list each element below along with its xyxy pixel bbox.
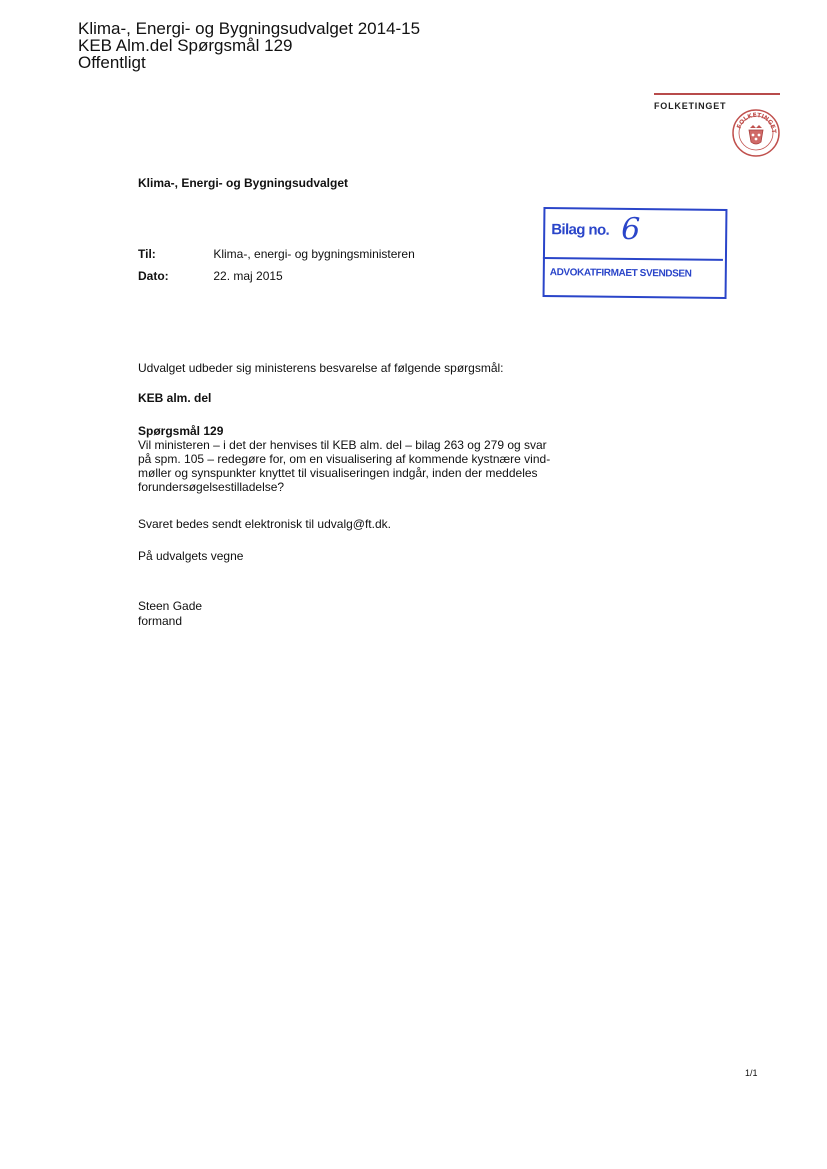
letterhead-rule: [654, 93, 780, 95]
date-label: Dato:: [138, 269, 169, 283]
question-line: forundersøgelsestilladelse?: [138, 480, 285, 494]
page-number: 1/1: [745, 1068, 758, 1078]
reply-instruction: Svaret bedes sendt elektronisk til udvalg@ft.dk.: [138, 517, 391, 531]
on-behalf-text: På udvalgets vegne: [138, 549, 244, 563]
letterhead-institution: FOLKETINGET: [654, 101, 727, 111]
signer-name: Steen Gade: [138, 599, 203, 613]
exhibit-stamp: [543, 207, 728, 299]
recipient-value: Klima-, energi- og bygningsministeren: [213, 247, 415, 261]
recipient-label: Til:: [138, 247, 156, 261]
recipient-row: [138, 247, 415, 261]
folketinget-seal-icon: [731, 108, 781, 158]
date-row: [138, 269, 283, 283]
question-text: [138, 438, 578, 494]
committee-title: Klima-, Energi- og Bygningsudvalget: [138, 176, 349, 190]
exhibit-stamp-firm: ADVOKATFIRMAET SVENDSEN: [549, 267, 692, 280]
exhibit-stamp-number: 6: [621, 211, 641, 248]
date-value: 22. maj 2015: [213, 269, 283, 283]
signer-title: formand: [138, 614, 183, 628]
question-line: Vil ministeren – i det der henvises til KEB alm. del – bilag 263 og 279 og svar: [138, 438, 547, 452]
intro-text: Udvalget udbeder sig ministerens besvarelse af følgende spørgsmål:: [138, 361, 504, 375]
section-heading: KEB alm. del: [138, 391, 212, 405]
header-committee-session: Klima-, Energi- og Bygningsudvalget 2014-15: [78, 19, 421, 38]
seal-text: FOLKETINGET: [735, 111, 778, 134]
document-header-stamp: [78, 20, 420, 71]
header-case-reference: KEB Alm.del Spørgsmål 129: [78, 36, 293, 55]
question-title: Spørgsmål 129: [138, 424, 224, 438]
question-line: på spm. 105 – redegøre for, om en visualisering af kommende kystnære vind-: [138, 452, 551, 466]
question-line: møller og synspunkter knyttet til visualiseringen indgår, inden der meddeles: [138, 466, 538, 480]
exhibit-stamp-label: Bilag no.: [551, 221, 610, 239]
header-classification: Offentligt: [78, 53, 146, 72]
signature-block: [138, 599, 202, 629]
